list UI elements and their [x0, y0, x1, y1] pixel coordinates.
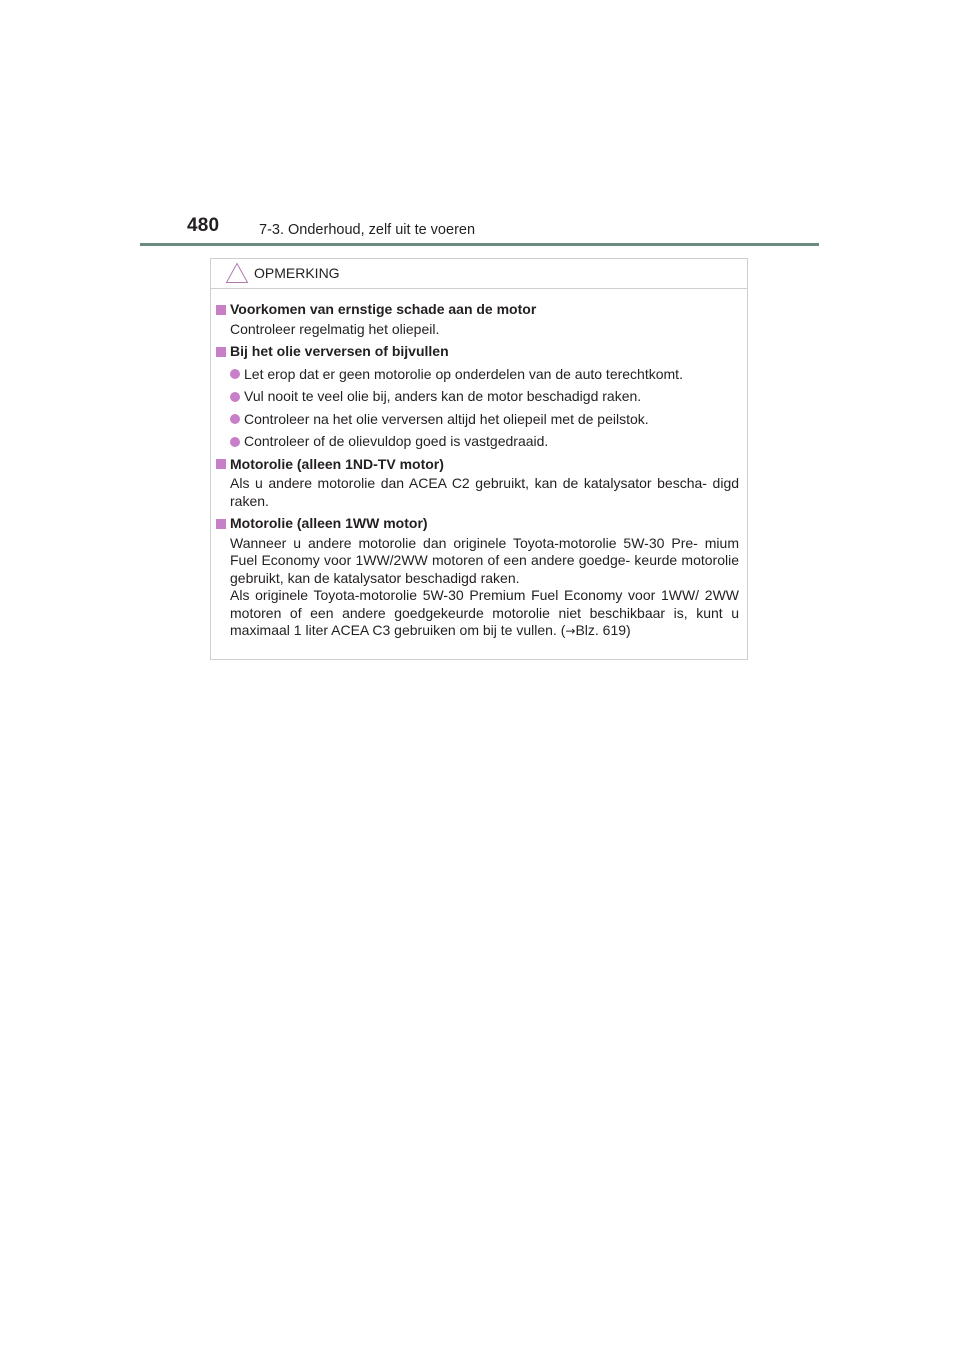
- paragraph-line: digd raken.: [230, 475, 740, 509]
- paragraph-line: keurde motorolie gebruikt, kan de katalysator beschadigd raken.: [230, 552, 740, 586]
- notice-heading: [216, 515, 739, 533]
- square-bullet-icon: [216, 459, 226, 469]
- paragraph-line: Als u andere motorolie dan ACEA C2 gebruikt, kan de katalysator bescha-: [230, 475, 707, 491]
- page-number: 480: [187, 215, 220, 236]
- paragraph-line: 2WW motoren of een andere goedgekeurde motorolie niet beschikbaar is,: [230, 587, 739, 621]
- page-header: [140, 214, 820, 246]
- notice-header: [211, 259, 747, 289]
- notice-heading: [216, 456, 739, 474]
- notice-heading: [216, 343, 739, 361]
- notice-paragraph: [216, 587, 739, 641]
- heading-text: Bij het olie verversen of bijvullen: [230, 343, 449, 359]
- circle-bullet-icon: [230, 414, 240, 424]
- list-item: [216, 411, 739, 429]
- heading-text: Voorkomen van ernstige schade aan de motor: [230, 301, 537, 317]
- notice-heading: [216, 301, 739, 319]
- notice-title: OPMERKING: [254, 265, 340, 281]
- paragraph-line: Als originele Toyota-motorolie 5W-30 Premium Fuel Economy voor 1WW/: [230, 587, 700, 603]
- paragraph-line: Wanneer u andere motorolie dan originele Toyota-motorolie 5W-30 Pre-: [230, 534, 698, 551]
- section-title: 7-3. Onderhoud, zelf uit te voeren: [259, 222, 476, 238]
- warning-triangle-icon: [225, 262, 249, 284]
- list-item-text: Controleer na het olie verversen altijd het oliepeil met de peilstok.: [244, 410, 649, 427]
- notice-paragraph: Controleer regelmatig het oliepeil.: [230, 320, 440, 337]
- square-bullet-icon: [216, 347, 226, 357]
- notice-body: [211, 289, 747, 641]
- paragraph-line: mium Fuel Economy voor 1WW/2WW motoren of een andere goedge-: [230, 534, 739, 568]
- page-reference-link[interactable]: Blz. 619): [575, 622, 631, 638]
- square-bullet-icon: [216, 305, 226, 315]
- list-item: [216, 388, 739, 406]
- notice-box: [210, 258, 748, 660]
- circle-bullet-icon: [230, 437, 240, 447]
- heading-text: Motorolie (alleen 1WW motor): [230, 515, 428, 531]
- list-item: [216, 366, 739, 384]
- paragraph-line: kunt u maximaal 1 liter ACEA C3 gebruiken om bij te vullen. (: [230, 604, 739, 638]
- arrow-icon: →: [565, 624, 576, 638]
- circle-bullet-icon: [230, 392, 240, 402]
- notice-paragraph: [216, 475, 739, 510]
- list-item-text: Controleer of de olievuldop goed is vastgedraaid.: [244, 433, 549, 449]
- square-bullet-icon: [216, 519, 226, 529]
- list-item-text: Let erop dat er geen motorolie op onderdelen van de auto terechtkomt.: [244, 365, 683, 382]
- list-item: [216, 433, 739, 451]
- heading-text: Motorolie (alleen 1ND-TV motor): [230, 455, 444, 472]
- circle-bullet-icon: [230, 369, 240, 379]
- list-item-text: Vul nooit te veel olie bij, anders kan de motor beschadigd raken.: [244, 388, 642, 404]
- header-rule: [140, 243, 819, 246]
- notice-paragraph: [216, 535, 739, 588]
